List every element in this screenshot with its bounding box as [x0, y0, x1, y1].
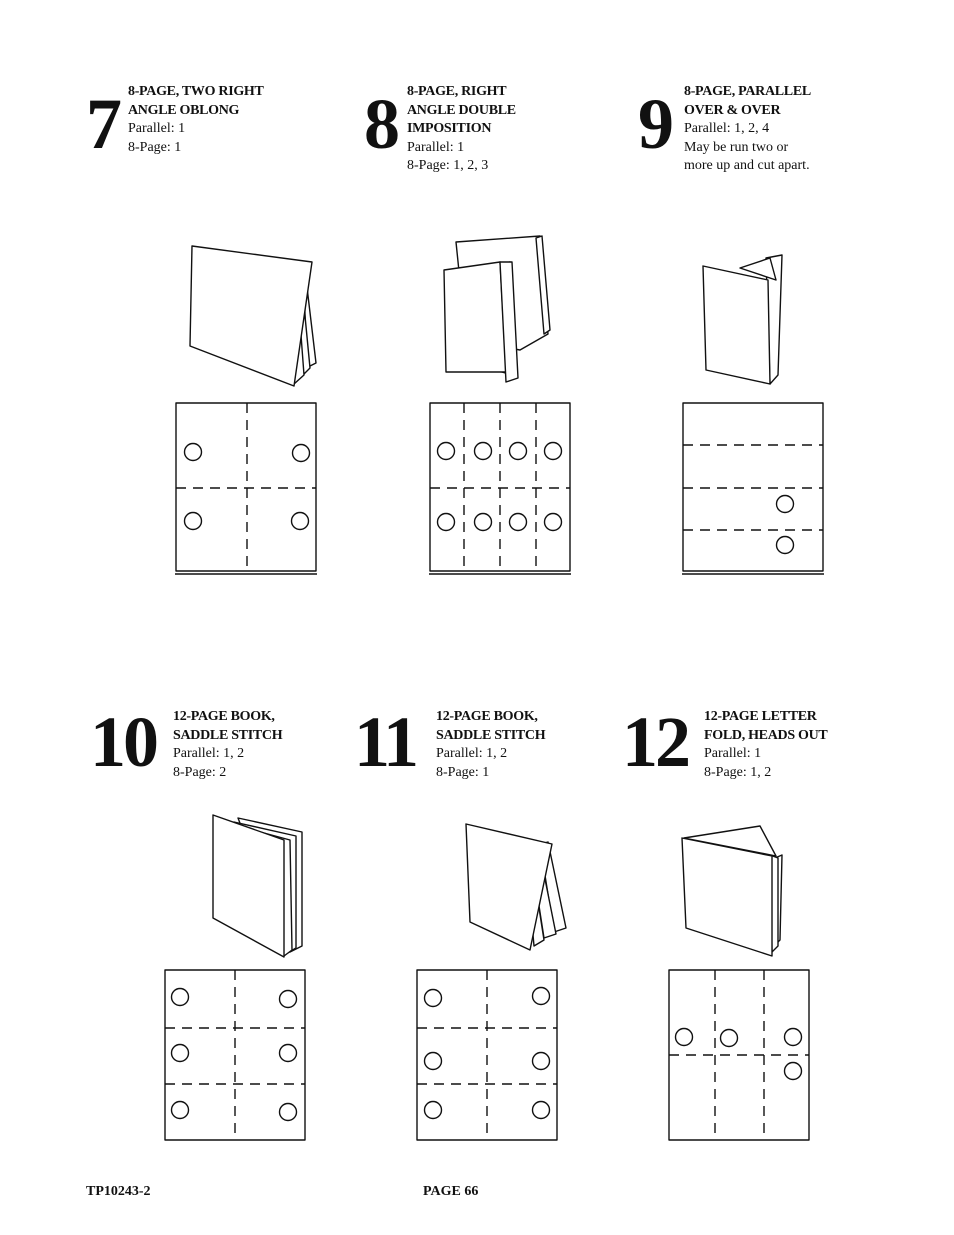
fold-note: Parallel: 1 [704, 746, 762, 761]
folded-booklet-10 [213, 815, 302, 957]
fold-note: Parallel: 1 [128, 121, 186, 136]
folded-booklet-8 [444, 236, 550, 382]
fold-note: 8-Page: 1 [128, 139, 182, 155]
fold-title-line: OVER & OVER [684, 102, 781, 118]
fold-title-line: 12-PAGE LETTER [704, 709, 817, 724]
folded-booklet-7 [190, 246, 316, 386]
folded-booklet-11 [466, 824, 566, 950]
fold-diagram-10 [165, 970, 305, 1140]
fold-number-12: 12 [622, 702, 688, 782]
fold-number-10: 10 [90, 702, 156, 782]
folded-booklet-12 [682, 826, 782, 956]
fold-number-7: 7 [86, 84, 119, 164]
fold-diagram-8 [429, 403, 571, 574]
fold-diagram-9 [682, 403, 824, 574]
fold-note: 8-Page: 1, 2 [704, 764, 772, 780]
fold-diagram-7 [175, 403, 317, 574]
fold-title-line: IMPOSITION [407, 121, 492, 136]
document-id: TP10243-2 [86, 1184, 151, 1199]
fold-title-line: SADDLE STITCH [436, 727, 546, 743]
fold-title-line: ANGLE OBLONG [128, 102, 240, 118]
fold-title-line: 8-PAGE, RIGHT [407, 84, 507, 99]
fold-number-9: 9 [638, 84, 671, 164]
fold-diagram-12 [669, 970, 809, 1140]
fold-note: more up and cut apart. [684, 158, 810, 173]
fold-title-line: FOLD, HEADS OUT [704, 727, 828, 743]
fold-note: 8-Page: 2 [173, 764, 227, 780]
fold-note: May be run two or [684, 139, 789, 155]
fold-title-line: 12-PAGE BOOK, [436, 709, 538, 724]
folded-booklet-9 [703, 255, 782, 384]
fold-note: 8-Page: 1 [436, 764, 490, 780]
fold-title-line: ANGLE DOUBLE [407, 102, 516, 118]
fold-number-11: 11 [354, 702, 417, 782]
fold-note: 8-Page: 1, 2, 3 [407, 158, 489, 173]
page-number: PAGE 66 [423, 1184, 479, 1199]
fold-note: Parallel: 1, 2 [173, 746, 245, 761]
fold-title-line: SADDLE STITCH [173, 727, 283, 743]
fold-note: Parallel: 1, 2, 4 [684, 121, 770, 136]
fold-title-line: 12-PAGE BOOK, [173, 709, 275, 724]
fold-title-line: 8-PAGE, PARALLEL [684, 84, 811, 99]
fold-title-line: 8-PAGE, TWO RIGHT [128, 84, 264, 99]
fold-note: Parallel: 1, 2 [436, 746, 508, 761]
fold-diagram-11 [417, 970, 557, 1140]
fold-note: Parallel: 1 [407, 139, 465, 155]
fold-number-8: 8 [364, 84, 397, 164]
